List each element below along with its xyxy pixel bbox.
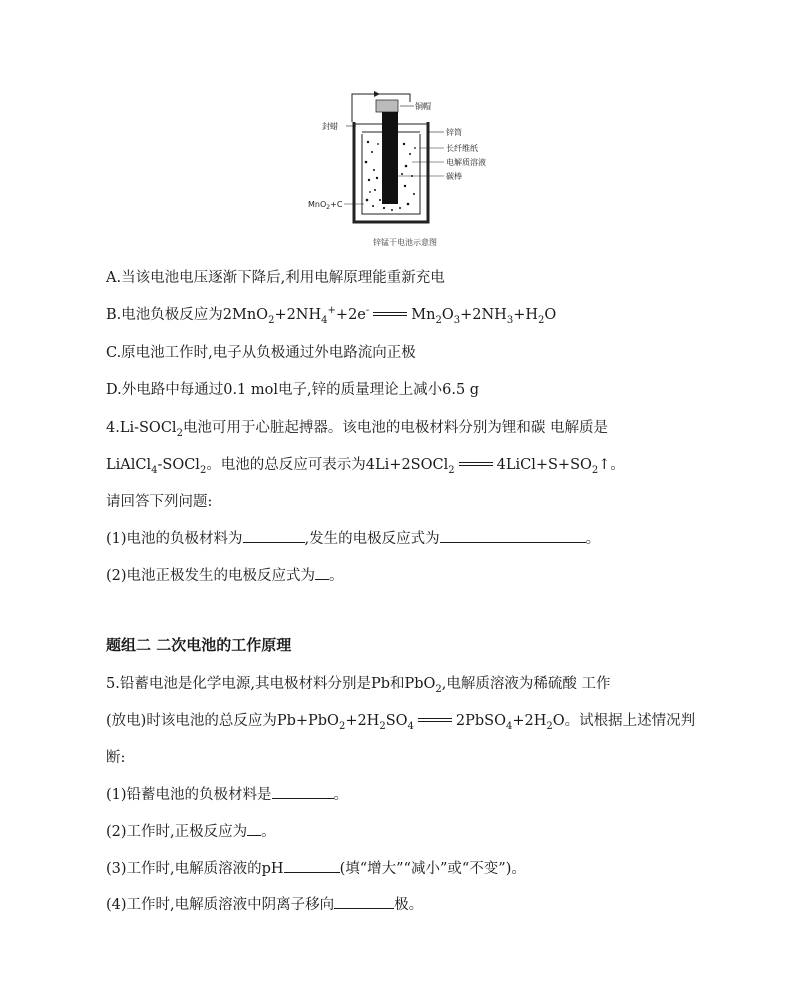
answer-blank[interactable] — [272, 784, 334, 799]
label-fiber-paper: 长纤维纸 — [446, 144, 478, 153]
label-copper-cap: 铜帽 — [415, 102, 431, 111]
label-mno2-c: MnO$_2$+C — [308, 200, 343, 211]
answer-blank[interactable] — [247, 821, 261, 836]
answer-blank[interactable] — [284, 858, 340, 873]
section-title: 题组二 二次电池的工作原理 — [106, 636, 292, 654]
answer-blank[interactable] — [440, 528, 586, 543]
equals-sign — [418, 717, 452, 725]
q4-stem-line2: LiAlCl$_4$-SOCl$_2$。电池的总反应可表示为4Li+2SOCl$_2$ $4LiCl+S+SO_2↑$。 — [106, 457, 625, 476]
q5-part2: (2)工作时,正极反应为 。 — [106, 820, 276, 841]
label-zinc-can: 锌筒 — [446, 128, 462, 137]
label-carbon-rod: 碳棒 — [446, 172, 462, 181]
q4-stem-line1: 4.Li-SOCl$_2$电池可用于心脏起搏器。该电池的电极材料分别为锂和碳 电解质是 — [106, 420, 609, 439]
q5-stem-line2: (放电)时该电池的总反应为$Pb+PbO_2+2H_2SO_4$ $2PbSO_4+2H_2O$。试根据上述情况判 — [106, 713, 696, 732]
label-electrolyte: 电解质溶液 — [446, 158, 486, 167]
q5-part3: (3)工作时,电解质溶液的pH (填“增大”“减小”或“不变”)。 — [106, 857, 526, 878]
q5-part4: (4)工作时,电解质溶液中阴离子移向 极。 — [106, 893, 423, 914]
q4-part2: (2)电池正极发生的电极反应式为 。 — [106, 564, 344, 585]
dry-cell-diagram — [300, 82, 510, 252]
q3-option-c: C.原电池工作时,电子从负极通过外电路流向正极 — [106, 345, 416, 361]
figure-caption: 锌锰干电池示意图 — [373, 238, 437, 247]
q3-option-d: D.外电路中每通过0.1 mol电子,锌的质量理论上减小6.5 g — [106, 382, 480, 398]
q5-stem-line3: 断: — [106, 750, 126, 766]
q5-part1: (1)铅蓄电池的负极材料是 。 — [106, 783, 348, 804]
q3-option-a: A.当该电池电压逐渐下降后,利用电解原理能重新充电 — [106, 270, 445, 286]
equals-sign — [373, 311, 407, 319]
q5-stem-line1: 5.铅蓄电池是化学电源,其电极材料分别是Pb和PbO$_2$,电解质溶液为稀硫酸 工作 — [106, 676, 611, 695]
answer-blank[interactable] — [334, 894, 394, 909]
answer-blank[interactable] — [243, 528, 305, 543]
q3-option-b: B.电池负极反应为$2MnO_2+2NH_4^++2e^-$ $Mn_2O_3+2NH_3+H_2O$ — [106, 305, 557, 326]
q4-part1: (1)电池的负极材料为 ,发生的电极反应式为 。 — [106, 527, 600, 548]
equals-sign — [459, 461, 493, 469]
q4-prompt: 请回答下列问题: — [106, 494, 213, 510]
label-seal-wax: 封蜡 — [322, 122, 338, 131]
answer-blank[interactable] — [315, 565, 329, 580]
